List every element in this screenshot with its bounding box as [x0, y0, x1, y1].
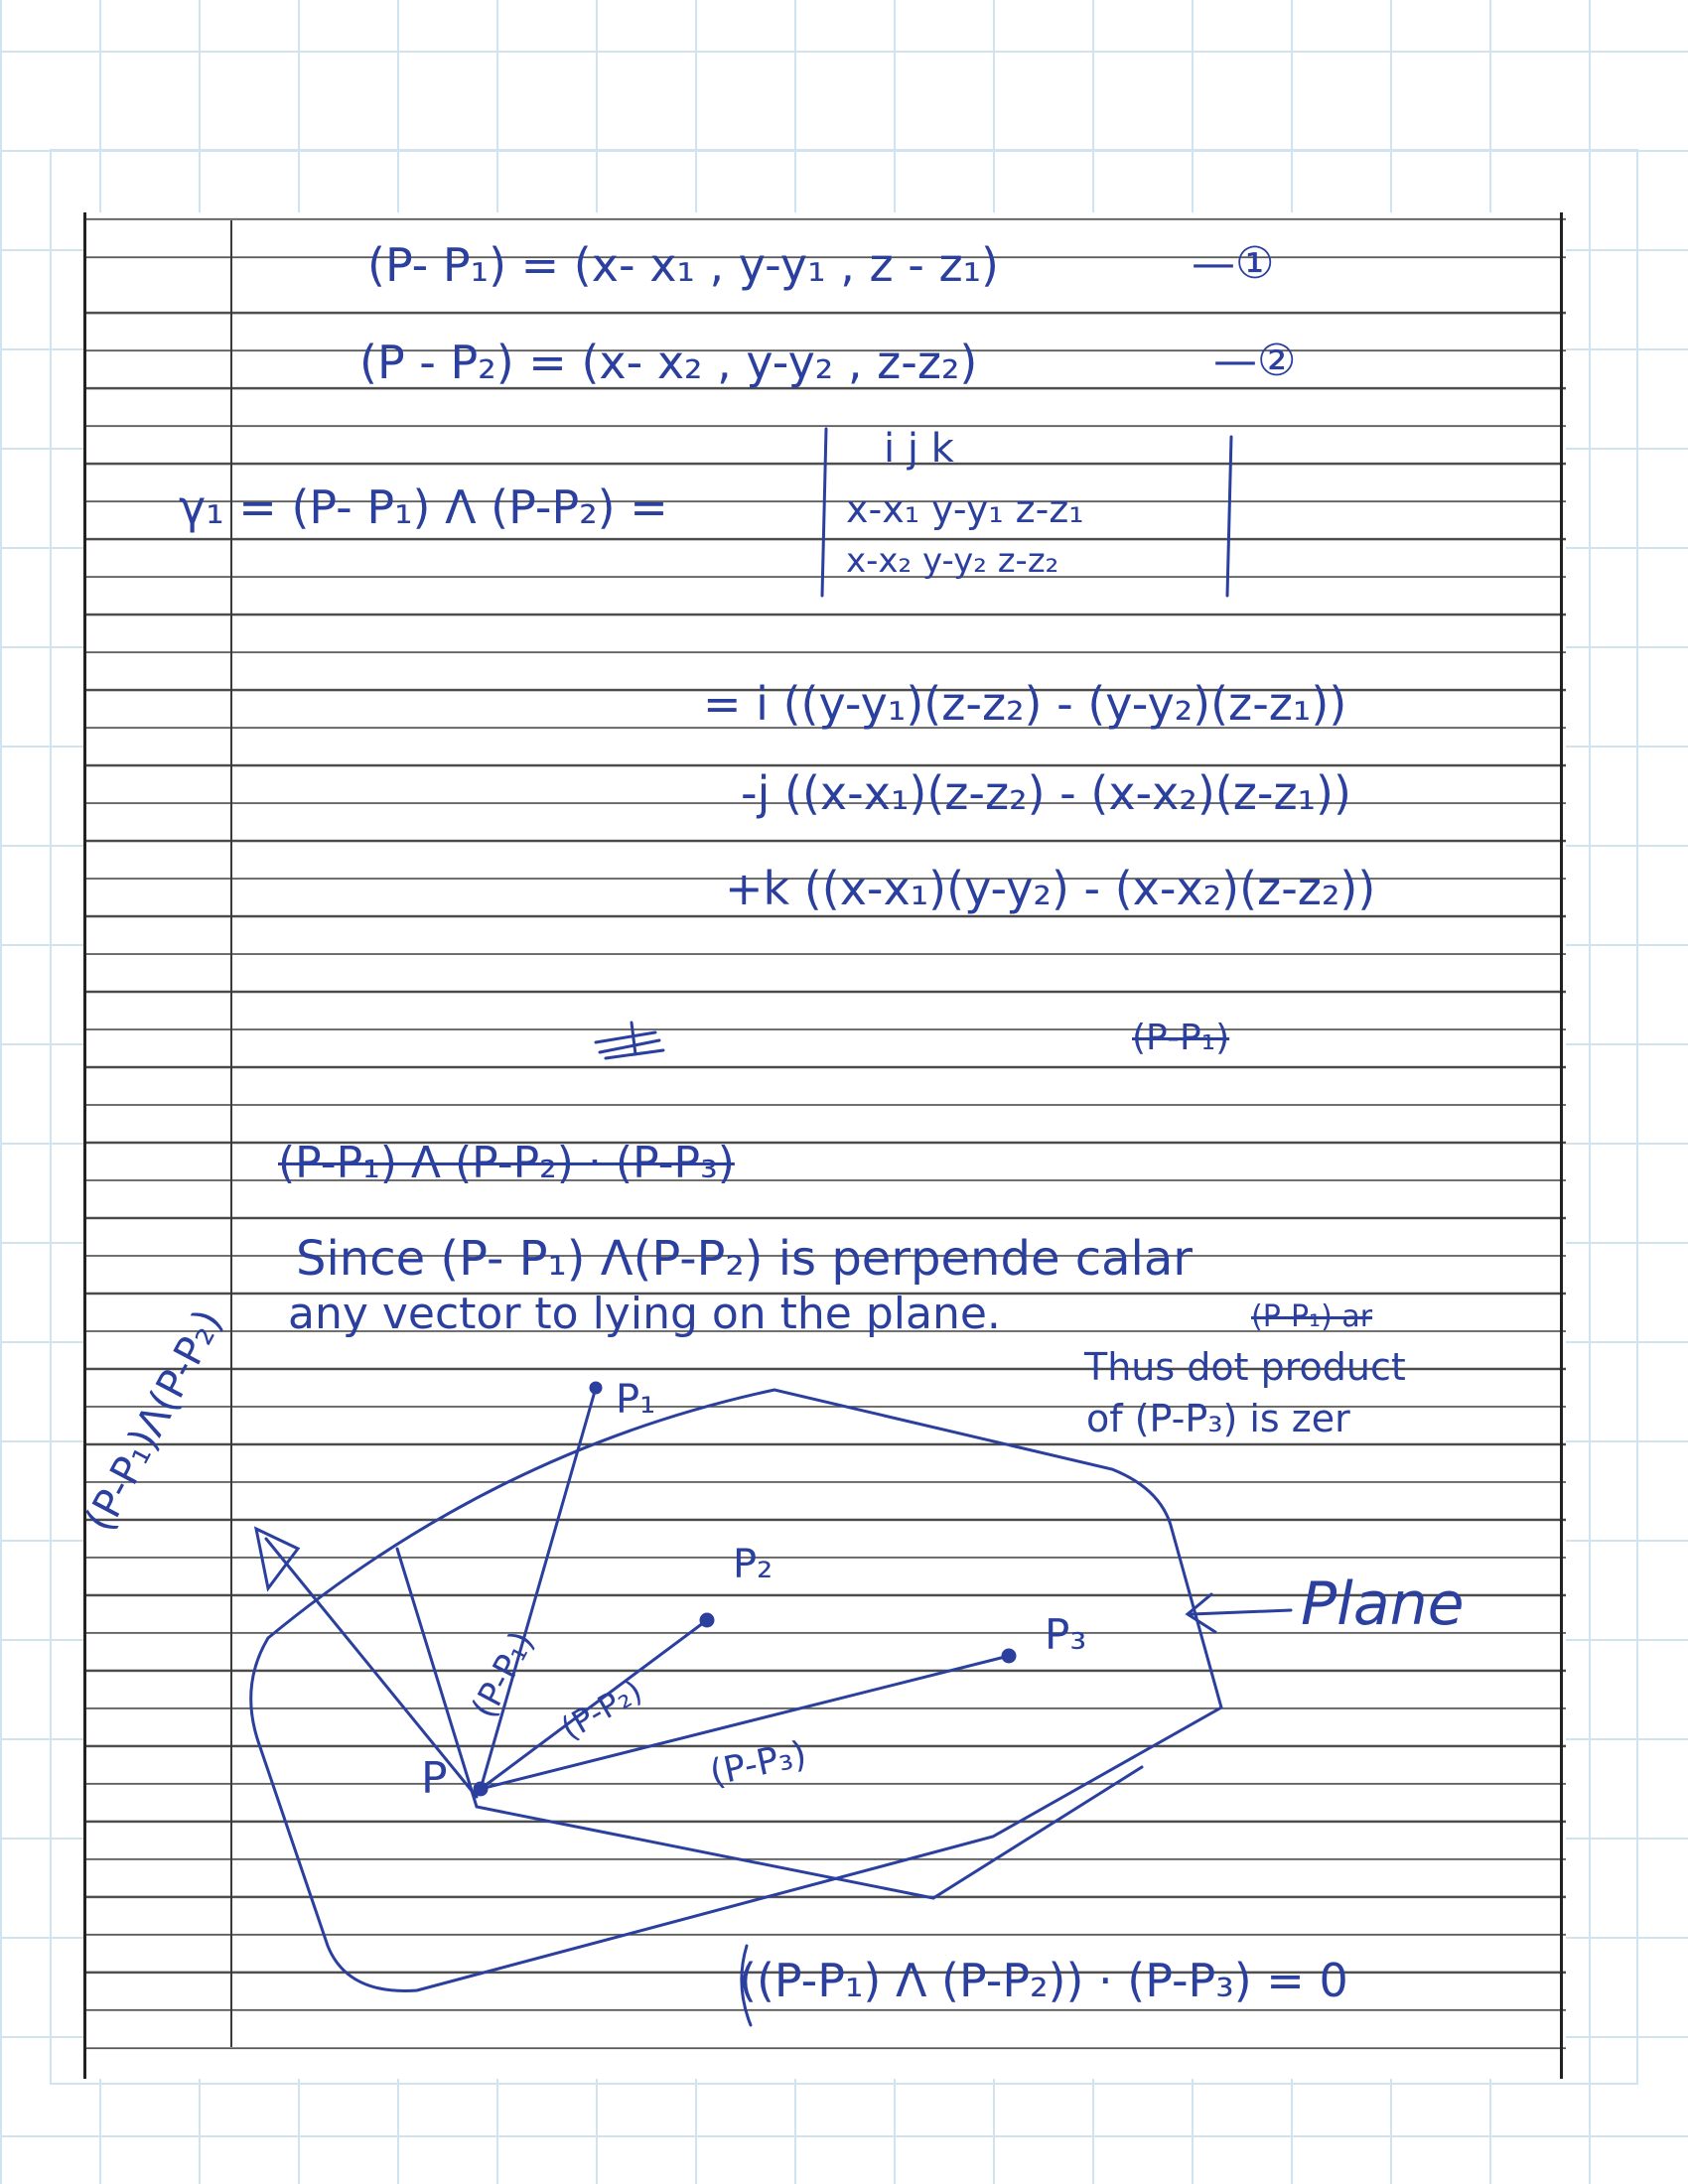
- expansion-j-term: -j ((x-x₁)(z-z₂) - (x-x₂)(z-z₁)): [741, 766, 1351, 820]
- explanation-line-2-struck: (P-P₁) ar: [1251, 1299, 1373, 1334]
- plane-outline-inner: [397, 1549, 1142, 1898]
- expansion-k-term: +k ((x-x₁)(y-y₂) - (x-x₂)(z-z₂)): [725, 862, 1376, 915]
- conclusion-bracket: [742, 1946, 751, 2025]
- vector-p-p3-label: (P-P₃): [706, 1733, 810, 1795]
- point-p: [475, 1783, 487, 1795]
- point-p1: [591, 1383, 601, 1393]
- vector-p-p1-label: (P-P₁): [464, 1624, 543, 1725]
- matrix-row-1: i j k: [884, 426, 954, 472]
- vector-to-p2: [481, 1620, 707, 1789]
- plane-label: Plane: [1301, 1570, 1465, 1639]
- struck-triple-product: (P-P₁) Λ (P-P₂) · (P-P₃): [278, 1138, 735, 1188]
- matrix-row-2: x-x₁ y-y₁ z-z₁: [846, 487, 1084, 531]
- scribble-mark: [596, 1023, 663, 1058]
- cross-product-lhs: γ₁ = (P- P₁) Λ (P-P₂) =: [179, 480, 668, 534]
- equation-2: (P - P₂) = (x- x₂ , y-y₂ , z-z₂): [359, 336, 978, 389]
- struck-note-small: (P-P₁): [1132, 1018, 1230, 1058]
- point-p2-label: P₂: [733, 1542, 774, 1587]
- explanation-line-1: Since (P- P₁) Λ(P-P₂) is perpende calar: [296, 1231, 1194, 1287]
- determinant-left-bar: [822, 429, 826, 596]
- conclusion-equation: ((P-P₁) Λ (P-P₂)) · (P-P₃) = 0: [739, 1954, 1348, 2007]
- point-p1-label: P₁: [616, 1377, 656, 1423]
- explanation-line-2: any vector to lying on the plane.: [288, 1289, 1001, 1339]
- point-p2: [701, 1614, 713, 1626]
- equation-2-tag: —②: [1213, 336, 1297, 386]
- determinant-right-bar: [1227, 437, 1231, 596]
- normal-vector-label: (P-P₁)Λ(P-P₂): [76, 1301, 232, 1540]
- equation-1-tag: —①: [1192, 238, 1275, 289]
- normal-arrow: [266, 1539, 477, 1797]
- expansion-i-term: = i ((y-y₁)(z-z₂) - (y-y₂)(z-z₁)): [703, 677, 1347, 731]
- plane-pointer-arrow: [1188, 1594, 1291, 1632]
- explanation-line-3: Thus dot product: [1084, 1345, 1406, 1389]
- explanation-line-4: of (P-P₃) is zer: [1086, 1397, 1350, 1440]
- vector-to-p1: [481, 1388, 596, 1789]
- point-p3-label: P₃: [1045, 1610, 1087, 1659]
- matrix-row-3: x-x₂ y-y₂ z-z₂: [846, 541, 1059, 581]
- equation-1: (P- P₁) = (x- x₁ , y-y₁ , z - z₁): [367, 238, 999, 292]
- vector-to-p3: [481, 1656, 1009, 1789]
- vector-p-p2-label: (P-P₂): [554, 1671, 649, 1748]
- point-p3: [1003, 1650, 1015, 1662]
- normal-arrowhead: [256, 1529, 298, 1588]
- point-p-label: P: [421, 1753, 448, 1804]
- plane-outline: [251, 1390, 1221, 1990]
